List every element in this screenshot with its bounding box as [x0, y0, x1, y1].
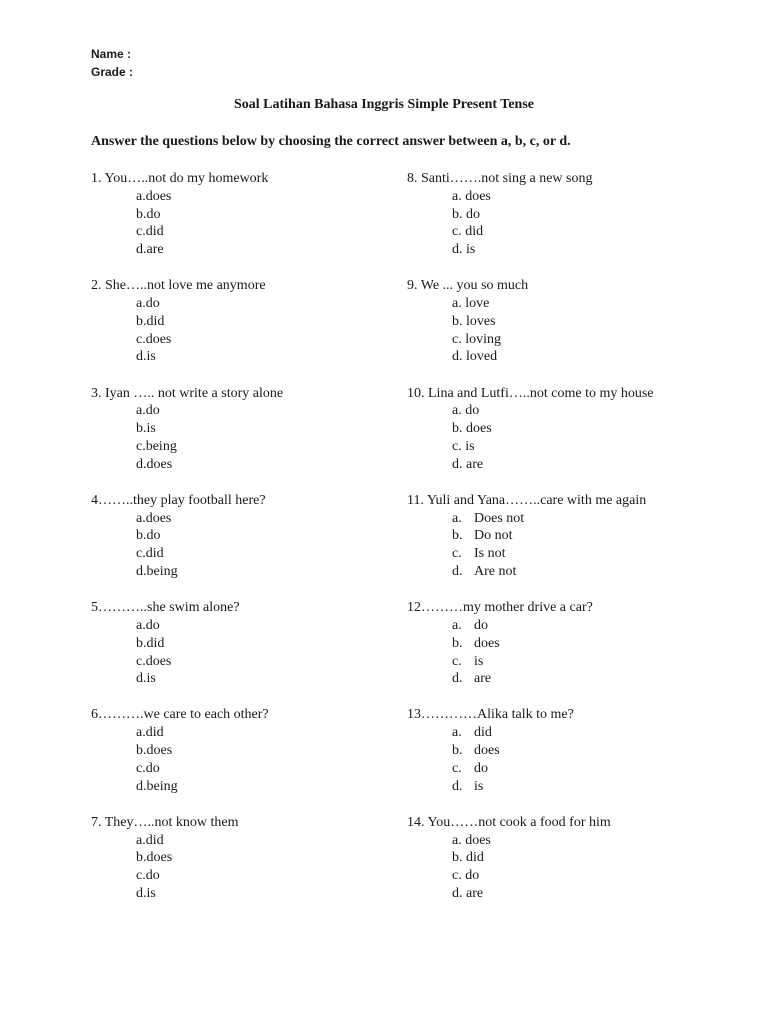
option-letter: b. [452, 850, 463, 866]
option-letter: a. [136, 725, 146, 741]
answer-option [407, 563, 767, 581]
option-label: do [474, 617, 488, 633]
answer-option [91, 617, 451, 635]
option-letter: c. [452, 653, 462, 669]
answer-option [407, 885, 767, 903]
question-text: 1. You…..not do my homework [91, 171, 269, 186]
option-letter: b. [136, 421, 147, 437]
left-question-column [91, 170, 451, 921]
question-text: 5………..she swim alone? [91, 600, 240, 616]
option-label: did [145, 546, 164, 562]
answer-option [407, 438, 767, 456]
answer-option [91, 438, 451, 456]
answer-option [91, 653, 451, 671]
answer-option [91, 760, 451, 778]
option-letter: c. [452, 868, 462, 884]
answer-options [407, 188, 767, 259]
option-letter: d. [136, 564, 147, 580]
answer-option [407, 331, 767, 349]
name-label: Name : [91, 47, 132, 61]
option-label: did [465, 224, 484, 240]
option-label: is [474, 653, 484, 669]
option-letter: b. [452, 313, 463, 329]
option-label: is [146, 671, 156, 687]
question [91, 277, 451, 384]
question [91, 599, 451, 706]
option-letter: d. [452, 242, 463, 258]
option-label: do [146, 528, 161, 544]
option-letter: d. [136, 349, 147, 365]
answer-option [91, 331, 451, 349]
option-label: being [146, 778, 178, 794]
option-label: does [146, 743, 173, 759]
option-letter: b. [452, 743, 463, 759]
answer-options [91, 402, 451, 473]
answer-option [91, 527, 451, 545]
option-letter: c. [136, 438, 146, 454]
answer-option [91, 420, 451, 438]
option-label: Does not [474, 510, 525, 526]
option-label: does [145, 331, 172, 347]
answer-option [407, 832, 767, 850]
option-letter: a. [136, 403, 146, 419]
option-letter: a. [136, 617, 146, 633]
option-label: is [466, 242, 476, 258]
answer-option [407, 241, 767, 259]
question [407, 706, 767, 813]
answer-option [407, 527, 767, 545]
answer-option [407, 724, 767, 742]
option-label: are [474, 671, 492, 687]
answer-options [91, 832, 451, 903]
answer-option [91, 635, 451, 653]
answer-option [91, 670, 451, 688]
option-letter: b. [136, 206, 147, 222]
option-letter: c. [452, 546, 462, 562]
question [407, 277, 767, 384]
answer-options [91, 295, 451, 366]
option-label: does [145, 188, 172, 204]
answer-option [407, 313, 767, 331]
option-letter: b. [136, 635, 147, 651]
question-text: 3. Iyan ….. not write a story alone [91, 385, 284, 401]
option-letter: a. [452, 510, 462, 526]
option-letter: d. [136, 778, 147, 794]
question-text: 13…………Alika talk to me? [407, 707, 574, 723]
question-text: 6……….we care to each other? [91, 707, 269, 723]
answer-option [91, 832, 451, 850]
answer-option [407, 295, 767, 313]
question [91, 170, 451, 277]
option-label: do [146, 206, 161, 222]
question-text: 9. We ... you so much [407, 278, 529, 294]
option-letter: d. [452, 349, 463, 365]
option-label: loves [466, 313, 496, 329]
option-label: Do not [474, 528, 513, 544]
option-label: being [145, 438, 177, 454]
option-letter: c. [452, 331, 462, 347]
option-label: is [146, 885, 156, 901]
answer-option [91, 241, 451, 259]
answer-option [91, 510, 451, 528]
answer-option [407, 206, 767, 224]
option-label: does [146, 850, 173, 866]
option-label: does [474, 743, 500, 759]
option-letter: b. [136, 528, 147, 544]
option-label: love [465, 296, 490, 312]
question [91, 492, 451, 599]
option-label: do [474, 760, 488, 776]
answer-options [407, 832, 767, 903]
question-text: 10. Lina and Lutfi…..not come to my house [407, 385, 654, 401]
option-letter: a. [136, 510, 146, 526]
option-label: does [145, 510, 172, 526]
option-letter: c. [136, 331, 146, 347]
question [91, 814, 451, 921]
option-letter: a. [452, 617, 462, 633]
question [407, 170, 767, 277]
answer-option [407, 402, 767, 420]
answer-option [407, 188, 767, 206]
answer-option [407, 670, 767, 688]
option-label: did [466, 850, 484, 866]
question-text: 11. Yuli and Yana……..care with me again [407, 492, 647, 508]
answer-option [91, 778, 451, 796]
answer-option [407, 420, 767, 438]
option-label: did [474, 725, 492, 741]
option-letter: a. [136, 832, 146, 848]
option-letter: b. [452, 528, 463, 544]
right-question-column [407, 170, 767, 921]
answer-option [91, 313, 451, 331]
option-label: are [466, 885, 484, 901]
option-letter: d. [452, 885, 463, 901]
option-label: did [145, 725, 164, 741]
answer-option [91, 223, 451, 241]
answer-option [91, 348, 451, 366]
instructions: Answer the questions below by choosing the correct answer between a, b, c, or d. [91, 134, 571, 149]
answer-option [407, 849, 767, 867]
answer-option [407, 348, 767, 366]
answer-option [91, 188, 451, 206]
option-label: does [465, 188, 491, 204]
question-text: 14. You……not cook a food for him [407, 814, 611, 830]
option-letter: d. [136, 456, 147, 472]
option-letter: c. [452, 224, 462, 240]
option-letter: c. [136, 653, 146, 669]
answer-option [91, 885, 451, 903]
option-label: does [145, 653, 172, 669]
answer-options [407, 724, 767, 795]
option-letter: a. [452, 832, 462, 848]
option-label: do [145, 760, 160, 776]
answer-option [407, 223, 767, 241]
question [91, 385, 451, 492]
answer-options [407, 295, 767, 366]
answer-option [407, 778, 767, 796]
option-label: is [146, 421, 156, 437]
option-label: did [145, 832, 164, 848]
question-text: 8. Santi…….not sing a new song [407, 171, 593, 186]
option-label: did [146, 635, 165, 651]
question [407, 814, 767, 921]
option-label: are [466, 456, 484, 472]
answer-option [91, 724, 451, 742]
option-label: loved [466, 349, 498, 365]
option-label: do [145, 296, 160, 312]
question [407, 385, 767, 492]
question [407, 492, 767, 599]
answer-option [91, 867, 451, 885]
option-letter: b. [136, 743, 147, 759]
option-label: do [145, 403, 160, 419]
option-letter: d. [136, 671, 147, 687]
option-label: Is not [474, 546, 506, 562]
option-label: are [146, 242, 164, 258]
option-letter: c. [136, 760, 146, 776]
option-label: loving [465, 331, 501, 347]
answer-option [407, 510, 767, 528]
answer-options [407, 510, 767, 581]
answer-option [91, 206, 451, 224]
answer-options [91, 724, 451, 795]
option-letter: c. [452, 438, 462, 454]
answer-option [91, 563, 451, 581]
question-text: 12………my mother drive a car? [407, 600, 593, 616]
option-label: being [146, 564, 178, 580]
option-label: do [145, 868, 160, 884]
answer-option [91, 849, 451, 867]
option-label: does [466, 421, 492, 437]
answer-options [91, 617, 451, 688]
option-letter: a. [136, 188, 146, 204]
option-letter: d. [452, 671, 463, 687]
option-label: is [465, 438, 475, 454]
option-label: does [465, 832, 491, 848]
option-letter: b. [452, 635, 463, 651]
grade-label: Grade : [91, 65, 134, 79]
answer-option [91, 545, 451, 563]
answer-option [91, 295, 451, 313]
answer-options [91, 188, 451, 259]
option-letter: d. [452, 456, 463, 472]
answer-option [407, 545, 767, 563]
option-letter: b. [452, 421, 463, 437]
option-letter: d. [452, 564, 463, 580]
option-letter: a. [452, 296, 462, 312]
option-letter: d. [136, 242, 147, 258]
question-text: 2. She…..not love me anymore [91, 278, 266, 294]
option-label: do [466, 206, 480, 222]
option-letter: b. [136, 850, 147, 866]
option-label: Are not [474, 564, 517, 580]
option-label: did [146, 313, 165, 329]
option-letter: a. [452, 403, 462, 419]
option-label: do [465, 403, 480, 419]
question-text: 7. They…..not know them [91, 814, 239, 830]
answer-option [407, 617, 767, 635]
answer-option [91, 742, 451, 760]
option-letter: c. [136, 868, 146, 884]
option-label: did [145, 224, 164, 240]
answer-option [407, 760, 767, 778]
option-label: does [146, 456, 173, 472]
option-letter: a. [452, 725, 462, 741]
question-text: 4……..they play football here? [91, 492, 266, 508]
option-letter: a. [452, 188, 462, 204]
answer-option [407, 456, 767, 474]
answer-option [407, 867, 767, 885]
page-title: Soal Latihan Bahasa Inggris Simple Present Tense [233, 97, 535, 112]
option-letter: c. [136, 546, 146, 562]
answer-options [407, 617, 767, 688]
question [407, 599, 767, 706]
option-label: is [474, 778, 484, 794]
option-letter: d. [136, 885, 147, 901]
option-label: does [474, 635, 500, 651]
answer-options [91, 510, 451, 581]
answer-option [407, 742, 767, 760]
option-label: is [146, 349, 156, 365]
answer-option [91, 456, 451, 474]
answer-option [407, 635, 767, 653]
answer-options [407, 402, 767, 473]
option-letter: c. [136, 224, 146, 240]
option-letter: c. [452, 760, 462, 776]
option-letter: a. [136, 296, 146, 312]
answer-option [407, 653, 767, 671]
option-letter: d. [452, 778, 463, 794]
answer-option [91, 402, 451, 420]
option-label: do [145, 617, 160, 633]
question [91, 706, 451, 813]
option-label: do [465, 868, 480, 884]
option-letter: b. [452, 206, 463, 222]
option-letter: b. [136, 313, 147, 329]
